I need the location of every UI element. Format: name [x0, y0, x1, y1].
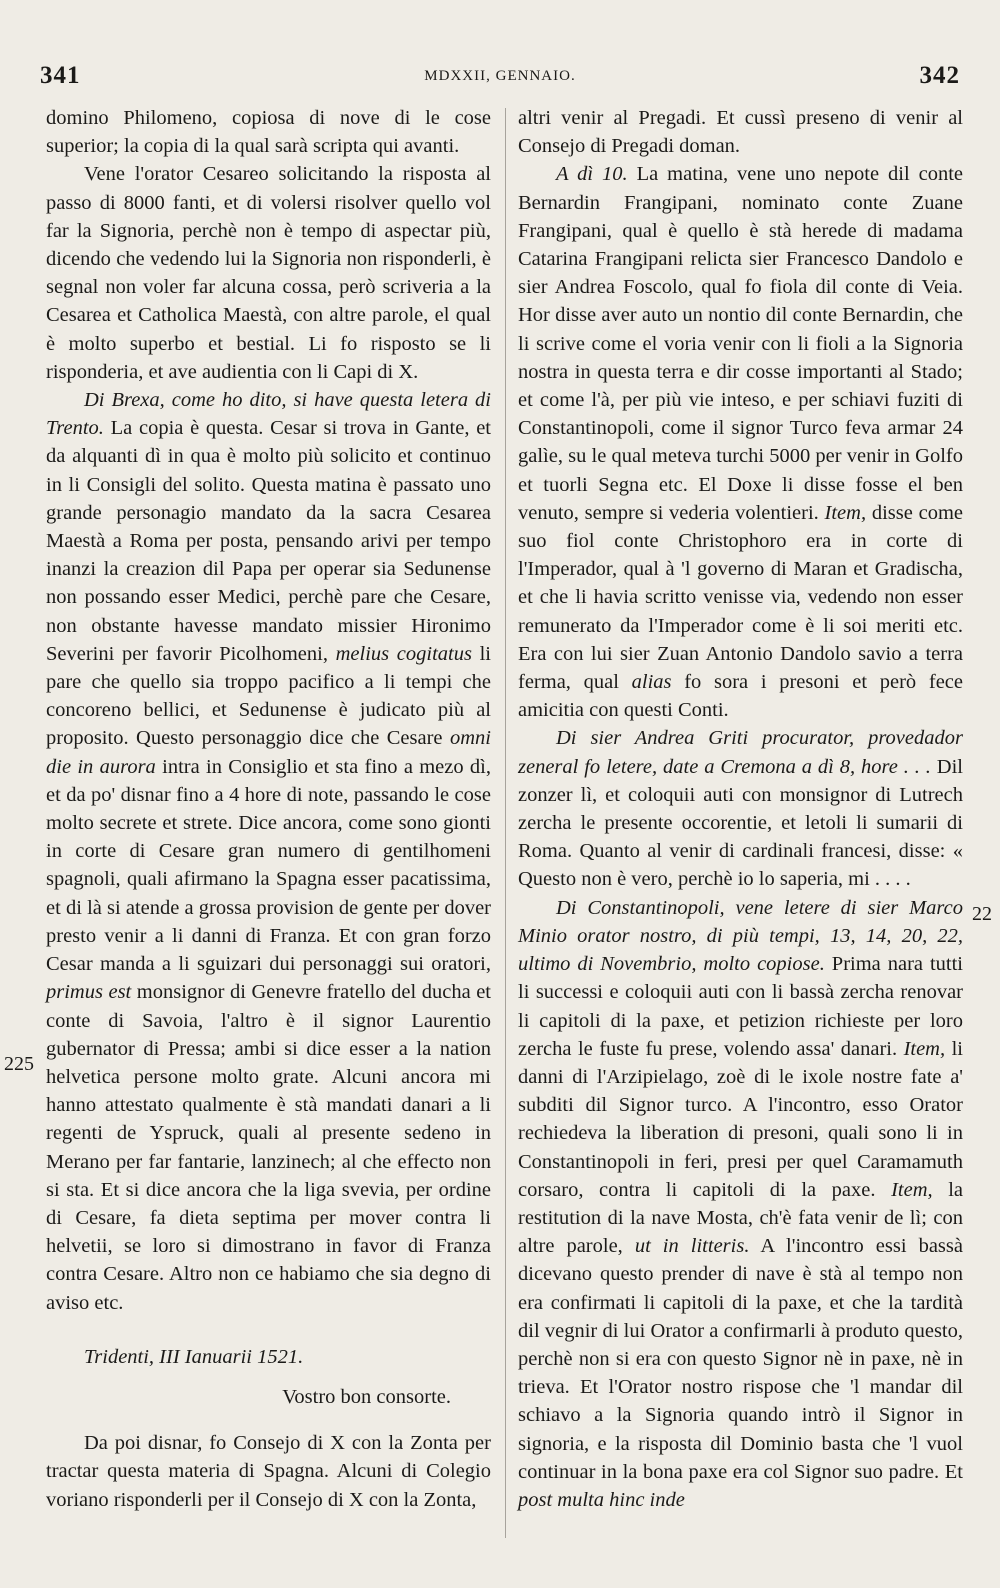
paragraph: domino Philomeno, copiosa di nove di le cose superior; la copia di la qual sarà scripta qui avanti.: [46, 107, 491, 158]
italic-text: Di sier Andrea Griti procurator, provedador zeneral fo letere, date a Cremona a dì 8, hore . . .: [518, 727, 963, 778]
running-title: MDXXII, GENNAIO.: [424, 68, 576, 84]
left-column: [46, 104, 491, 1514]
page-number-right: 342: [919, 62, 960, 89]
text: li pare che quello sia troppo pacifico a li tempi che concoreno bellici, et Sedunense è judicato più al proposito. Questo personaggio dice che Cesare: [46, 642, 491, 750]
text: Dil zonzer lì, et coloquii auti con monsignor di Lutrech zercha le presente occorentie, et letoli li sumarii di Roma. Quanto al venir di cardinali francesi, disse: « Questo non è vero, perchè io lo saperia, mi . . . .: [518, 755, 963, 891]
margin-line-number-left: 225: [4, 1053, 34, 1075]
text: monsignor di Genevre fratello del ducha et conte di Savoia, l'altro è il signor Laurentio gubernator di Pressa; ambi si dice esser a la nation helvetica persone molto grate. Alcuni ancora mi hanno attestato qualmente è stà mandati danari a li regenti de Yspruck, quali al presente sedeno in Merano per far fantarie, lanzinech; al che effecto non si sta. Et si dice ancora che la liga svevia, per ordine di Cesare, fa dieta septima per mover contra li helvetii, se loro si dimostrano in favor di Franza contra Cesare. Altro non ce habiamo che sia degno di aviso etc.: [46, 981, 492, 1314]
signature: Vostro bon consorte.: [282, 1385, 451, 1408]
italic-text: alias: [631, 671, 672, 694]
paragraph: [518, 724, 963, 893]
paragraph: altri venir al Pregadi. Et cussì preseno di venir al Consejo di Pregadi doman.: [518, 107, 963, 158]
text: La matina, vene uno nepote dil conte Bernardin Frangipani, nominato conte Zuane Frangipani, qual è quello è stà herede di madama Catarina Frangipani relicta sier Francesco Dandolo e sier Andrea Foscolo, qual fo fiola dil conte di Veia. Hor disse aver auto un nontio dil conte Bernardin, che li scrive come el voria venir con li fioli a la Signoria nostra in questa terra e dir cosse importanti al Stado; et come l'à, per più vie inteso, e per schiavi fuziti di Constantinopoli, come il signor Turco feva armar 24 galìe, su le qual meteva turchi 5000 per venir in Golfo et tuorli Segna etc. El Doxe li disse fosse el ben venuto, sempre si vederia volentieri.: [518, 163, 963, 524]
italic-text: Item,: [903, 1037, 946, 1060]
text: Prima nara tutti li successi e coloquii auti con li bassà zercha renovar li capitoli di la paxe, et petizion richieste per loro zercha le fuste fu prese, volendo assa' danari.: [518, 953, 963, 1060]
text: fo sora i presoni et però fece amicitia con questi Conti.: [518, 671, 964, 722]
right-column: [518, 104, 963, 1514]
margin-line-number-right: 22: [972, 903, 992, 925]
italic-text: omni die in aurora: [46, 727, 491, 778]
italic-text: Item,: [824, 501, 867, 524]
running-head: [30, 62, 970, 92]
dateline: Tridenti, III Ianuarii 1521.: [84, 1345, 304, 1368]
italic-text: Di Constantinopoli, vene letere di sier Marco Minio orator nostro, di più tempi, 13, 14, 20, 22, ultimo di Novembrio, molto copiose.: [518, 896, 963, 976]
text: la restitution di la nave Mosta, ch'è fata venir de lì; con altre parole,: [518, 1178, 964, 1258]
paragraph: Da poi disnar, fo Consejo di X con la Zonta per tractar questa materia di Spagna. Alcuni di Colegio voriano risponderli per il Consejo di X con la Zonta,: [46, 1432, 491, 1511]
italic-text: A dì 10.: [556, 163, 628, 186]
text: li danni di l'Arzipielago, zoè di le ixole nostre fate a' subditi dil Signor turco. A l'incontro, esso Orator rechiedeva la liberation di presoni, quali sono li in Constantinopoli in feri, presi per quel Caramamuth corsaro, contra li capitoli di la paxe.: [518, 1037, 963, 1201]
italic-text: post multa hinc inde: [518, 1488, 685, 1511]
paragraph: Vene l'orator Cesareo solicitando la risposta al passo di 8000 fanti, et di volersi risolver quello vol far la Signoria, perchè non è tempo di aspectar più, dicendo che vedendo lui la Signoria non risponderli, è segnal non voler far alcuna cossa, però scriveria a la Cesarea et Catholica Maestà, con altre parole, el qual è molto superbo et bestial. Li fo risposto se li risponderia, et ave audientia con li Capi di X.: [46, 163, 491, 383]
paragraph: [518, 160, 963, 724]
text: La copia è questa. Cesar si trova in Gante, et da alquanti dì in qua è molto più solicito et continuo in li Consigli del solito. Questa matina è passato uno grande personagio mandato da la sacra Cesarea Maestà a Roma per posta, pensando arivi per tempo inanzi la creazion dil Papa per operar sia Sedunense non possando esser Medici, perchè pare che Cesare, non obstante havesse mandato missier Hironimo Severini per favorir Picolhomeni,: [46, 417, 491, 665]
column-divider: [505, 108, 506, 1538]
italic-text: primus est: [46, 981, 132, 1004]
page-number-left: 341: [40, 62, 81, 89]
italic-text: ut in litteris.: [634, 1235, 750, 1258]
text: disse come suo fiol conte Christophoro era in corte di l'Imperador, qual à 'l governo di Maran et Gradischa, et che li havia scritto venisse via, vedendo non esser remunerato da l'Imperador come è li soi meriti etc. Era con lui sier Zuan Antonio Dandolo savio a terra ferma, qual: [518, 501, 963, 694]
text: intra in Consiglio et sta fino a mezo dì, et da po' disnar fino a 4 hore di note, passando le cose molto secrete et strete. Dice ancora, come sono gionti in corte di Cesare gran numero di gentilhomeni spagnoli, quali afirmano la Spagna esser pacatissima, et di là si atende a grossa provision de gente per dover presto venir a li danni di Franza. Et con gran forzo Cesar manda a li sguizari dui personaggi sui oratori,: [46, 755, 492, 976]
text: A l'incontro essi bassà dicevano questo prender di nave è stà al tempo non era confirmati li capitoli di la paxe, et che la tardità dil vegnir di lui Orator a confirmarli à produto questo, perchè non si era con questo Signor nè in paxe, nè in trieva. Et l'Orator nostro rispose che 'l mandar dil schiavo a la Signoria quando intrò il Signor in signoria, e la risposta dil Dominio basta che 'l vuol continuar in la bona paxe era col Signor suo padre. Et: [518, 1235, 963, 1483]
italic-text: Item,: [891, 1178, 933, 1201]
italic-text: melius cogitatus: [335, 642, 472, 665]
paragraph: [46, 386, 491, 1317]
italic-text: Di Brexa, come ho dito, si have questa letera di Trento.: [46, 389, 491, 440]
paragraph: [518, 894, 963, 1514]
